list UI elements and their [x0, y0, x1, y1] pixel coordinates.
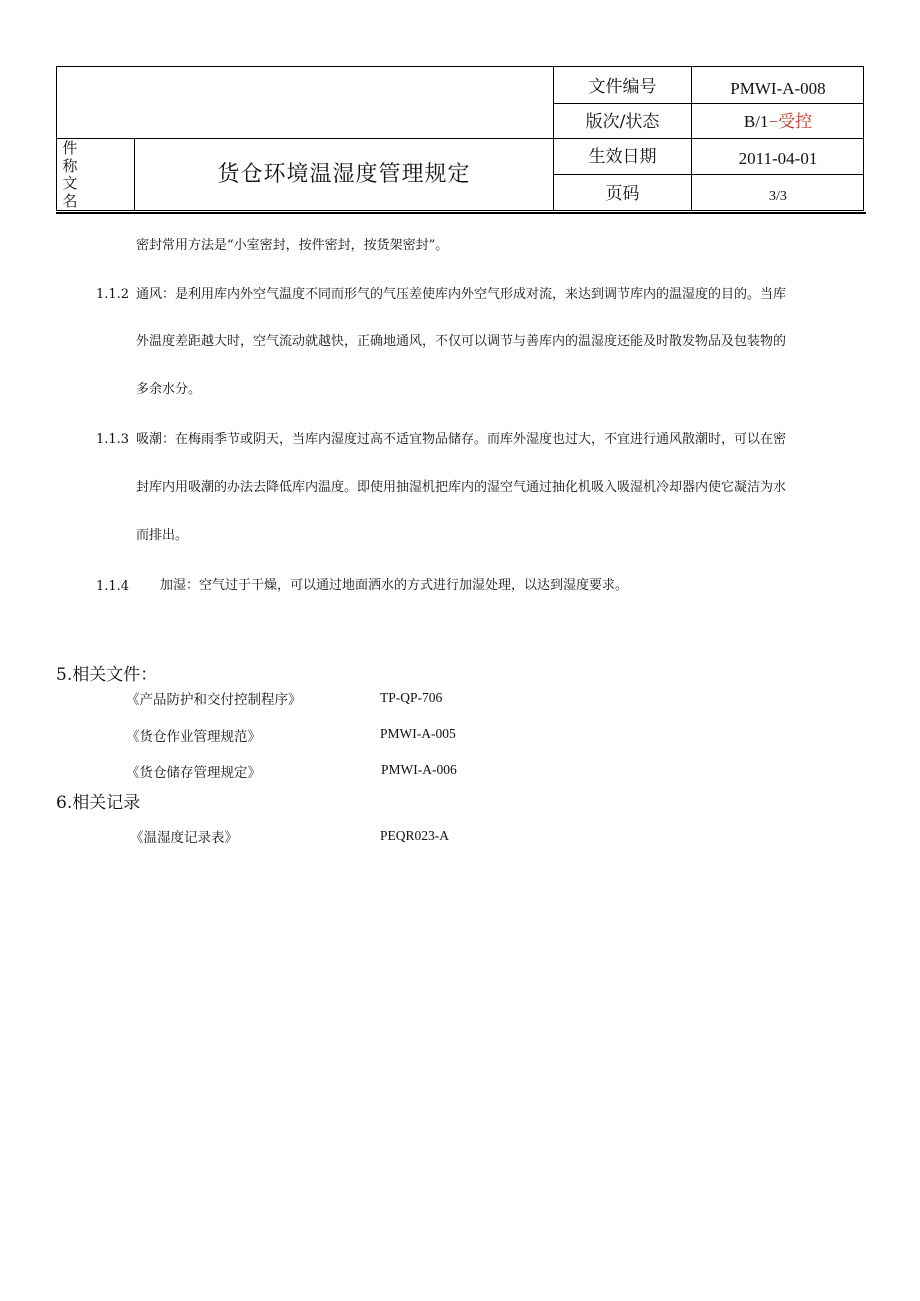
doc-number-label: 文件编号	[588, 77, 657, 97]
item-number: 1.1.2	[96, 287, 130, 302]
reference-code: PMWI-A-006	[381, 762, 457, 777]
document-name-label: 件 称 文 名	[62, 139, 78, 210]
header-bottom-rule	[56, 212, 866, 214]
intro-line: 密封常用方法是“小室密封，按件密封，按货架密封”。	[136, 238, 449, 253]
reference-name: 《产品防护和交付控制程序》	[126, 692, 302, 708]
document-title: 货仓环境温湿度管理规定	[217, 162, 471, 187]
version-status-value	[692, 111, 864, 133]
effective-date-label: 生效日期	[588, 147, 657, 167]
item-line: 外温度差距越大时，空气流动就越快，正确地通风，不仅可以调节与善库内的温湿度还能及时散发物品及包装物的	[136, 334, 787, 349]
item-line: 而排出。	[136, 528, 189, 543]
reference-code: TP-QP-706	[380, 690, 443, 705]
controlled-status: −受控	[768, 112, 813, 131]
reference-code: PMWI-A-005	[380, 726, 456, 741]
reference-name: 《货仓作业管理规范》	[126, 729, 261, 745]
item-line: 吸潮：在梅雨季节或阴天，当库内湿度过高不适宜物品储存。而库外湿度也过大，不宜进行通风散潮时，可以在密	[136, 432, 787, 447]
effective-date-value: 2011-04-01	[738, 149, 818, 168]
item-line: 封库内用吸潮的办法去降低库内温度。即使用抽湿机把库内的湿空气通过抽化机吸入吸湿机冷却器内使它凝洁为水	[136, 480, 787, 495]
reference-code: PEQR023-A	[380, 828, 450, 843]
item-line: 通风：是利用库内外空气温度不同而形气的气压差使库内外空气形成对流，来达到调节库内的温湿度的目的。当库	[136, 287, 787, 302]
version-status-label: 版次/状态	[585, 112, 660, 132]
item-line: 多余水分。	[136, 382, 202, 397]
item-line: 加湿：空气过于干燥，可以通过地面洒水的方式进行加湿处理，以达到湿度要求。	[160, 578, 629, 593]
page-number-value: 3/3	[769, 189, 787, 204]
section-related-documents: 5.相关文件：	[56, 665, 158, 685]
document-header-table	[56, 66, 864, 211]
page-number-label: 页码	[605, 184, 640, 204]
version-value: B/1	[743, 112, 769, 131]
item-number: 1.1.3	[96, 432, 130, 447]
reference-name: 《温湿度记录表》	[130, 830, 238, 846]
item-number: 1.1.4	[96, 579, 130, 594]
doc-number-value: PMWI-A-008	[730, 79, 826, 98]
section-related-records: 6.相关记录	[56, 793, 141, 813]
reference-name: 《货仓储存管理规定》	[126, 765, 261, 781]
